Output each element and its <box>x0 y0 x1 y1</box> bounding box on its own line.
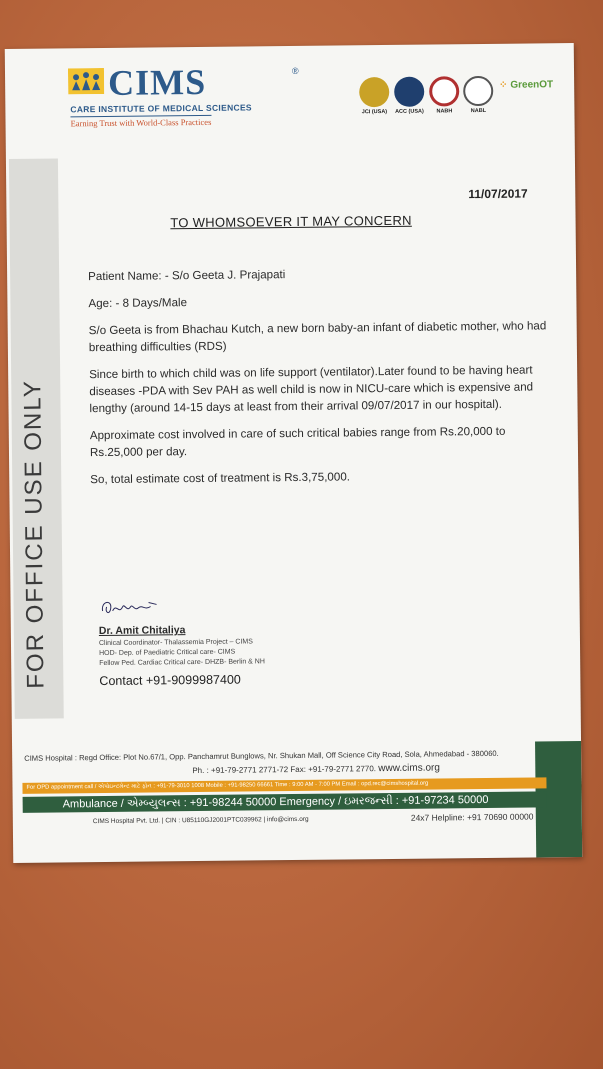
accreditation-nabh: NABH <box>429 76 459 114</box>
signatory-name: Dr. Amit Chitaliya <box>98 624 186 638</box>
paragraph-daily-cost: Approximate cost involved in care of such critical babies range from Rs.20,000 to Rs.25,000 per day. <box>89 424 506 460</box>
paragraph-origin: S/o Geeta is from Bhachau Kutch, a new born baby-an infant of diabetic mother, who had breathing difficulties (RDS) <box>88 319 547 355</box>
accreditation-acc: ACC (USA) <box>393 77 425 115</box>
footer-address: CIMS Hospital : Regd Office: Plot No.67/1, Opp. Panchamrut Bunglows, Nr. Shukan Mall, Off Science City Road, Sola, Ahmedabad - 380060. <box>24 748 499 763</box>
nabl-seal-icon <box>463 76 493 106</box>
signatory-title-1: Clinical Coordinator- Thalassemia Project – CIMS <box>98 638 253 648</box>
office-use-label: FOR OFFICE USE ONLY <box>19 378 50 689</box>
jci-seal-icon <box>359 77 389 107</box>
logo-registered-mark: ® <box>291 65 299 76</box>
doctor-signature-icon <box>98 592 168 621</box>
paragraph-total-cost: So, total estimate cost of treatment is Rs.3,75,000. <box>90 470 351 487</box>
footer-ambulance-bar: Ambulance / એમ્બ્યુલન્સ : +91-98244 50000 Emergency / ઇમરજન્સી : +91-97234 50000 <box>23 791 547 812</box>
footer-helpline: 24x7 Helpline: +91 70690 00000 <box>410 811 534 823</box>
logo-name: CIMS <box>107 61 207 103</box>
acc-seal-icon <box>394 77 424 107</box>
footer-opd-bar: For OPD appointment call / એપોઇન્ટમેન્ટ માટે ફોન : +91-79-3010 1008 Mobile : +91-98250 66661 Time : 9:00 AM - 7:00 PM Email : opd.rec@cimshospital.org <box>22 777 546 793</box>
footer-phone: Ph. : +91-79-2771 2771-72 Fax: +91-79-2771 2770. <box>192 764 377 776</box>
nabh-seal-icon <box>429 76 459 106</box>
letter-body <box>88 263 556 498</box>
logo-subtitle: CARE INSTITUTE OF MEDICAL SCIENCES <box>70 102 252 115</box>
accreditation-jci: JCI (USA) <box>359 77 389 115</box>
accreditation-logos <box>359 75 560 127</box>
logo-tagline: Earning Trust with World-Class Practices <box>70 116 212 129</box>
letter-date: 11/07/2017 <box>468 186 528 202</box>
accreditation-nabl: NABL <box>463 76 493 114</box>
signatory-title-2: HOD- Dep. of Paediatric Critical care- CIMS <box>99 648 236 658</box>
logo-mark-icon <box>68 68 104 94</box>
signatory-contact: Contact +91-9099987400 <box>99 672 241 689</box>
footer-phone-line <box>192 762 440 776</box>
letter-paper <box>5 43 582 863</box>
footer-cin: CIMS Hospital Pvt. Ltd. | CIN : U85110GJ2001PTC039962 | info@cims.org <box>92 815 309 826</box>
patient-age: Age: - 8 Days/Male <box>88 296 188 311</box>
paragraph-condition: Since birth to which child was on life support (ventilator).Later found to be having heart diseases -PDA with Sev PAH as well child is now in NICU-care which is expensive and lengthy (around 14-15 days at least from their arrival 09/07/2017 in our hospital). <box>89 363 534 416</box>
patient-name: Patient Name: - S/o Geeta J. Prajapati <box>88 268 286 284</box>
letter-title: TO WHOMSOEVER IT MAY CONCERN <box>170 212 412 231</box>
signatory-title-3: Fellow Ped. Cardiac Critical care- DHZB- Berlin & NH <box>99 658 265 668</box>
footer-website: www.cims.org <box>378 762 440 775</box>
greenot-logo: ⁘ GreenOT <box>499 79 554 91</box>
greenot-dots-icon: ⁘ <box>499 79 508 91</box>
